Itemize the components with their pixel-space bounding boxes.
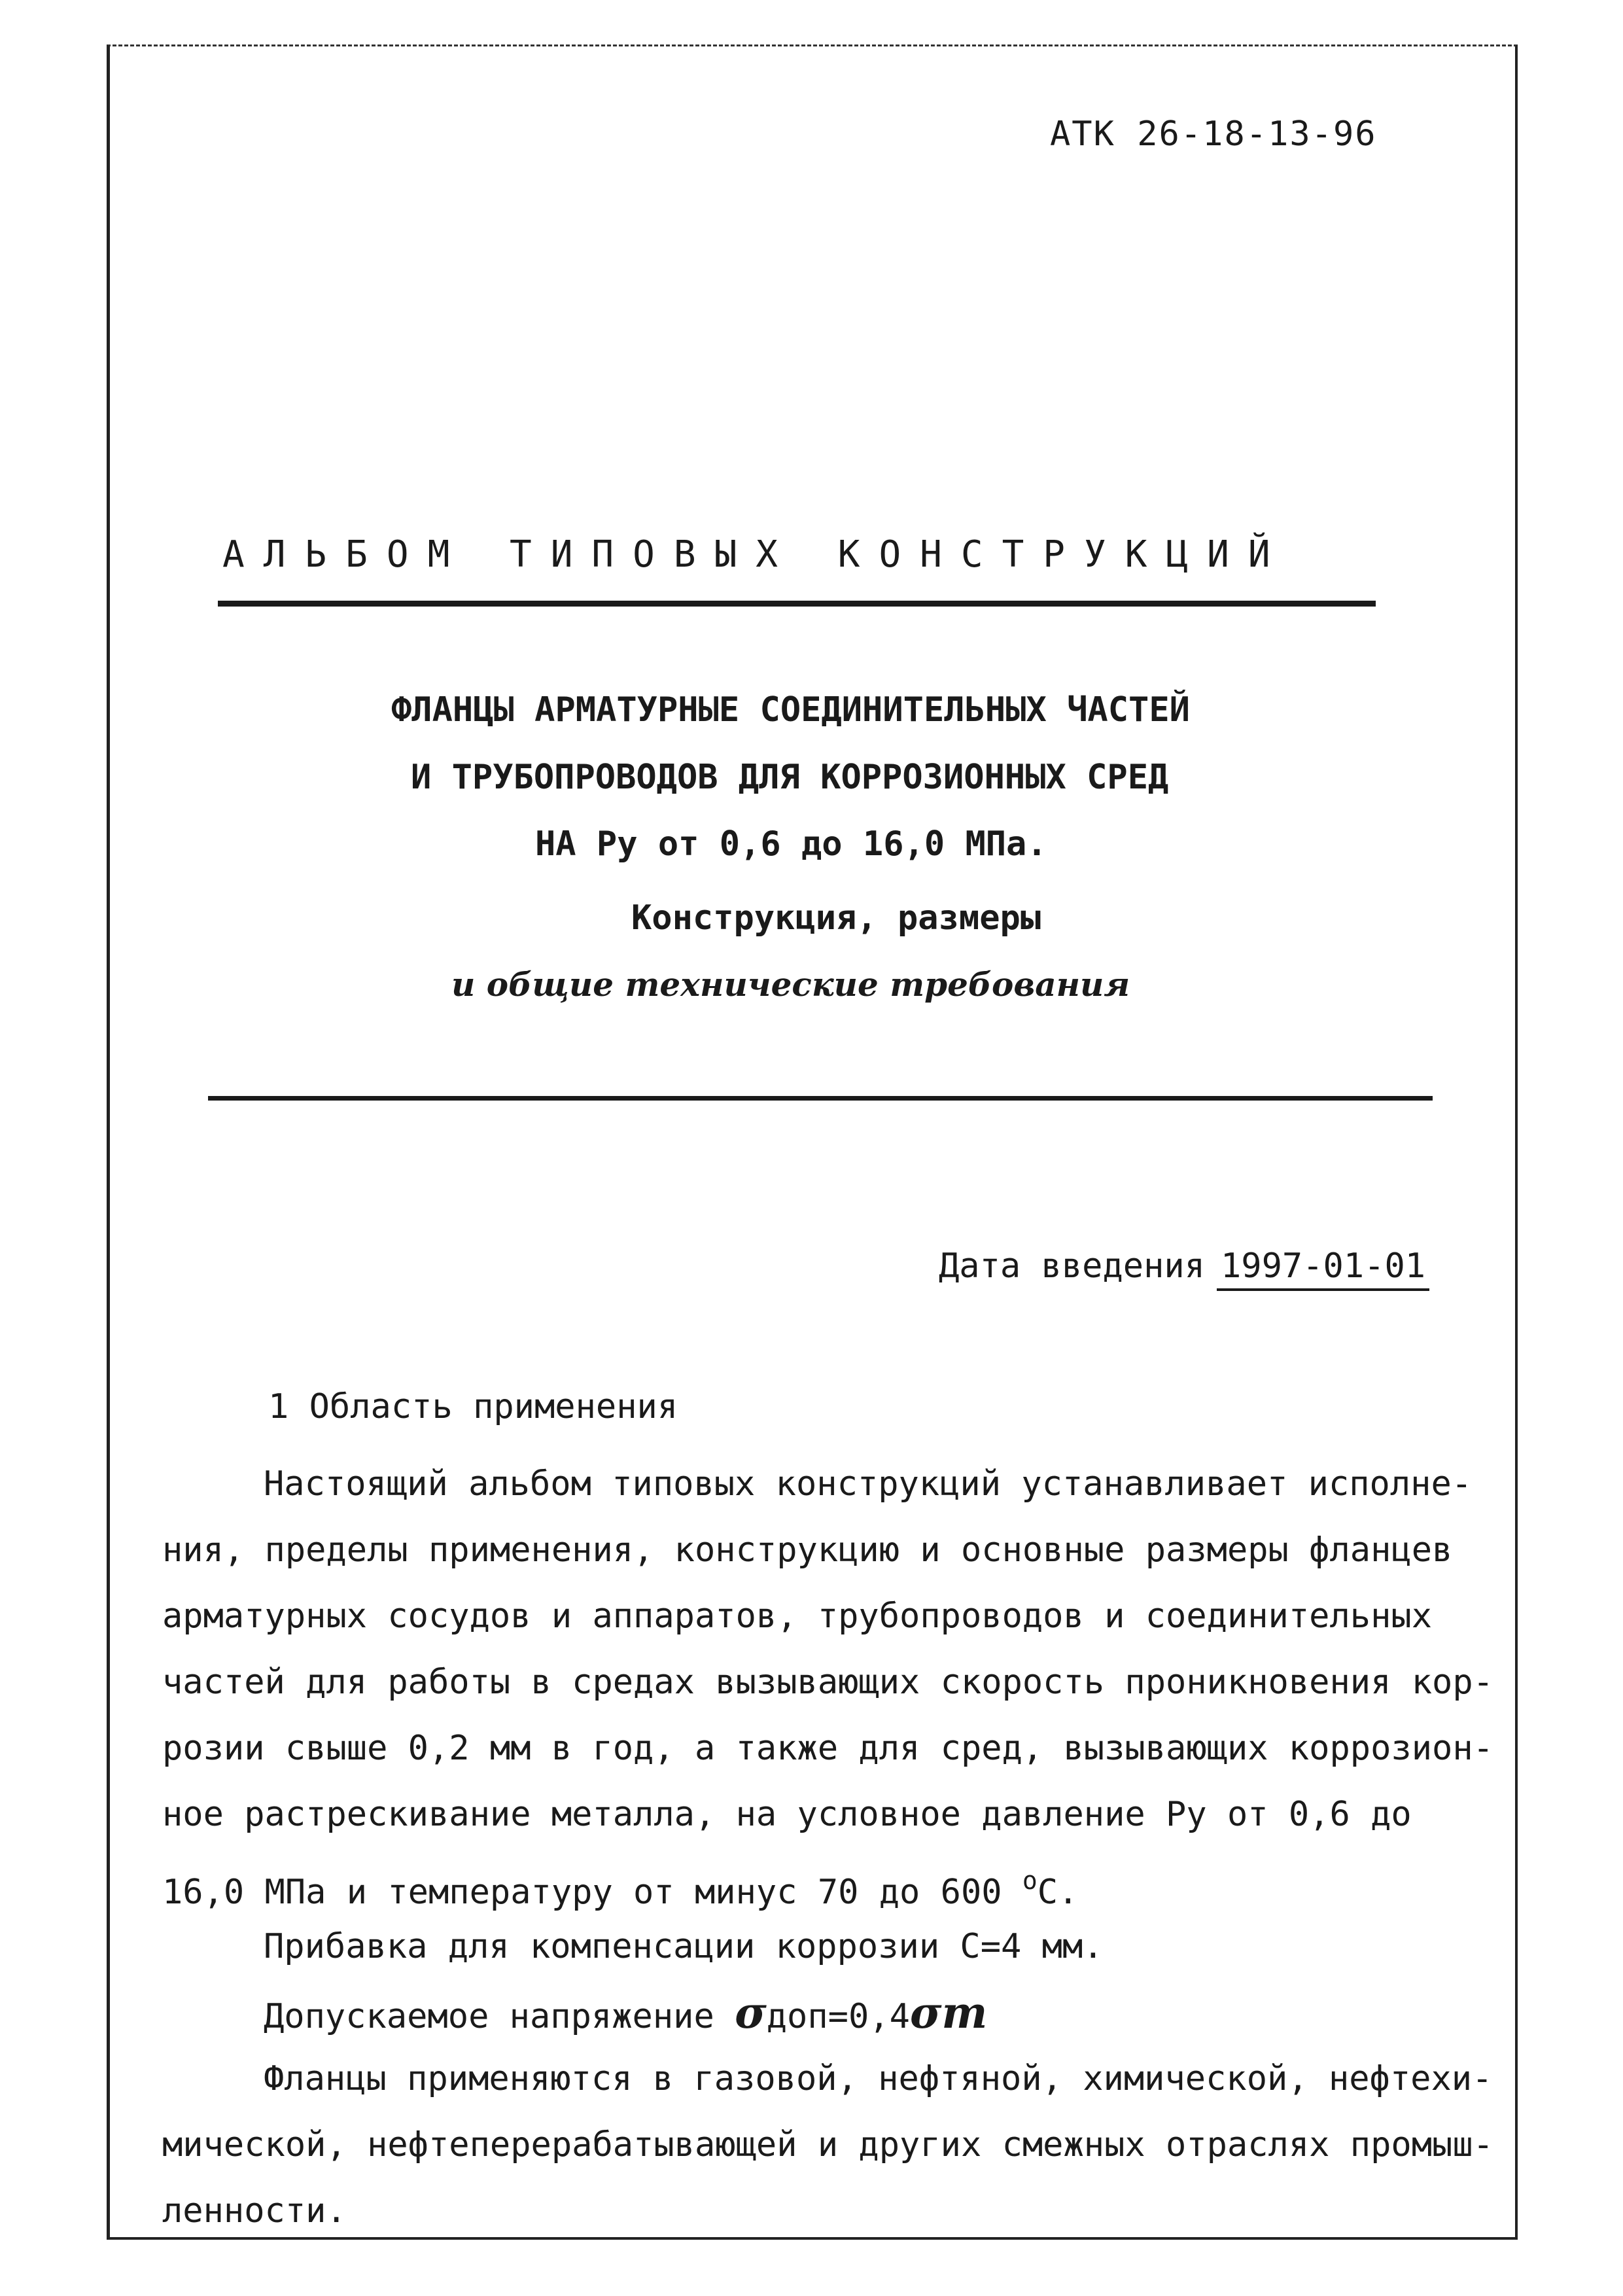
text-line (162, 1848, 1477, 1914)
heading-line-3: НА Ру от 0,6 до 16,0 МПа. (535, 824, 1047, 864)
heading-line-5: и общие технические требования (451, 965, 1130, 1004)
text-line: ния, пределы применения, конструкцию и основные размеры фланцев (162, 1530, 1453, 1570)
section-body (162, 1451, 1493, 2244)
title-underline (218, 601, 1376, 607)
text-fragment: 16,0 МПа и температуру от минус 70 до 600 (162, 1873, 1002, 1912)
degree-sign: o (1022, 1866, 1038, 1895)
text-line: Настоящий альбом типовых конструкций устанавливает исполне- (264, 1464, 1473, 1504)
heading-line-4: Конструкция, размеры (631, 898, 1041, 938)
document-code: АТК 26-18-13-96 (1050, 115, 1377, 154)
date-label: Дата введения (939, 1246, 1205, 1286)
text-line: ное растрескивание металла, на условное давление Ру от 0,6 до (162, 1795, 1412, 1834)
temperature-unit: С. (1037, 1873, 1079, 1912)
album-title: АЛЬБОМ ТИПОВЫХ КОНСТРУКЦИЙ (222, 533, 1289, 576)
text-line: частей для работы в средах вызывающих скорость проникновения кор- (162, 1663, 1493, 1702)
text-line: ленности. (162, 2191, 347, 2231)
heading-divider (208, 1096, 1433, 1101)
text-line: мической, нефтеперерабатывающей и других смежных отраслях промыш- (162, 2125, 1493, 2164)
sigma-symbol: σ (735, 1987, 767, 2038)
text-line: арматурных сосудов и аппаратов, трубопроводов и соединительных (162, 1597, 1433, 1636)
introduction-date (939, 1246, 1429, 1291)
heading-line-1: ФЛАНЦЫ АРМАТУРНЫЕ СОЕДИНИТЕЛЬНЫХ ЧАСТЕЙ (391, 690, 1190, 730)
heading-line-2: И ТРУБОПРОВОДОВ ДЛЯ КОРРОЗИОННЫХ СРЕД (411, 758, 1169, 797)
text-fragment: Допускаемое напряжение (264, 1997, 714, 2036)
text-line: Прибавка для компенсации коррозии С=4 мм. (264, 1927, 1104, 1966)
date-value: 1997-01-01 (1217, 1246, 1429, 1291)
section-title: 1 Область применения (268, 1387, 678, 1426)
text-line: Фланцы применяются в газовой, нефтяной, химической, нефтехи- (264, 2059, 1493, 2098)
text-line (162, 1980, 1477, 2046)
sigma-t-symbol: σт (909, 1987, 988, 2038)
formula-text: доп=0,4 (766, 1997, 910, 2036)
text-line: розии свыше 0,2 мм в год, а также для сред, вызывающих коррозион- (162, 1729, 1493, 1768)
